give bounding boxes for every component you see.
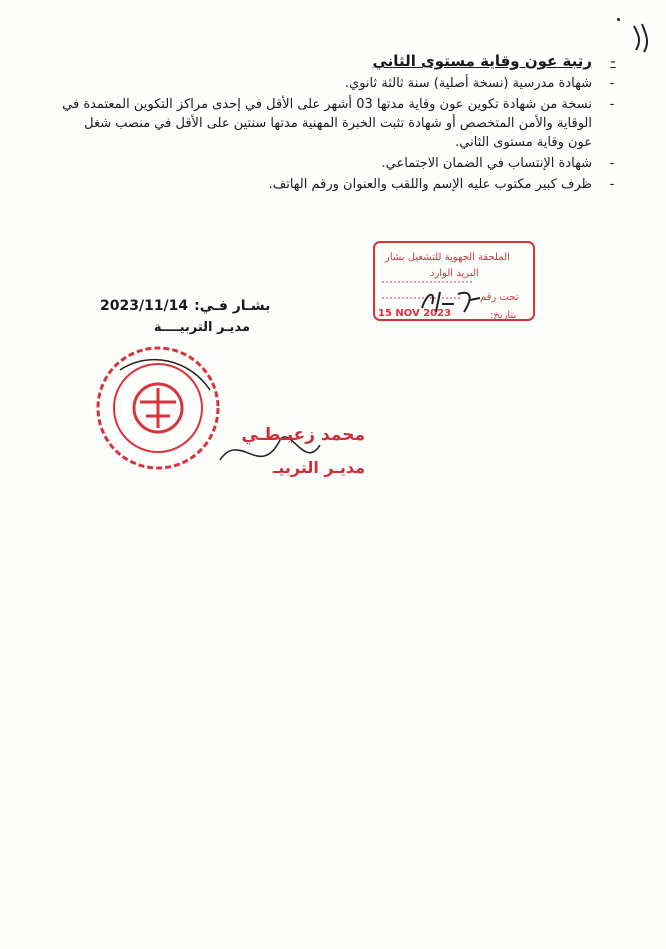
page-corner-mark	[628, 20, 658, 56]
signing-date: 2023/11/14	[100, 298, 189, 314]
list-item: - نسخة من شهادة تكوين عون وقاية مدتها 03 أشهر على الأقل في إحدى مراكز التكوين المعتمدة في الوقاية والأمن المتخصص أو شهادة تثبت الخبرة المهنية مدتها سنتين على الأقل في منصب شغل عون وقاية مستوى الثاني.	[62, 97, 615, 150]
official-round-stamp	[90, 340, 226, 476]
requirements-section	[58, 52, 618, 196]
title-bullet: -	[610, 52, 616, 70]
corner-dot	[617, 18, 620, 21]
signer-role: مديـر التربيــــة	[153, 320, 250, 335]
stamp-line-1: الملحقة الجهوية للتشغيل بشار	[385, 252, 510, 263]
stamp-line-4: بتاريخ:	[490, 310, 517, 321]
requirements-list	[58, 74, 618, 194]
stamp-date: 15 NOV 2023	[378, 308, 452, 319]
list-item: - ظرف كبير مكتوب عليه الإسم واللقب والعنوان ورقم الهاتف.	[268, 177, 615, 192]
red-signer-role: مديـر التربيـ	[272, 458, 365, 477]
list-item: - شهادة الإنتساب في الضمان الاجتماعي.	[381, 156, 615, 171]
stamp-handwritten-number	[418, 286, 488, 316]
signature-block	[100, 298, 290, 335]
section-title	[58, 52, 618, 70]
stamp-line-2: البريد الوارد	[430, 268, 479, 279]
place-prefix: بشـار فـي:	[194, 298, 271, 314]
stamp-line-3: تحت رقم	[480, 292, 519, 303]
date-line	[100, 298, 290, 314]
red-signer-name: محمد زعيـطـي	[241, 425, 365, 445]
section-title-text: رتبة عون وقاية مستوى الثاني	[372, 52, 592, 70]
list-item: - شهادة مدرسية (نسخة أصلية) سنة ثالثة ثانوي.	[344, 76, 615, 91]
